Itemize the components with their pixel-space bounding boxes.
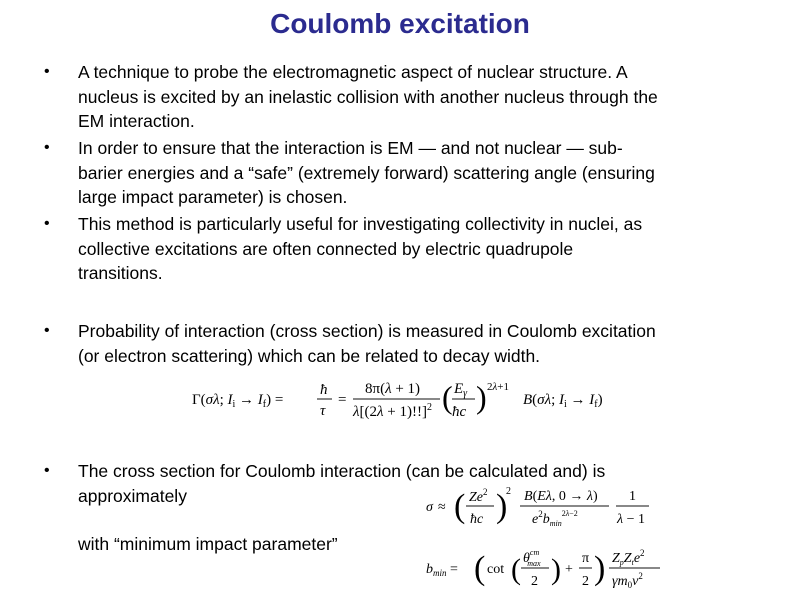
svg-text:ħc: ħc <box>452 404 467 420</box>
cross-section-formula <box>424 482 674 532</box>
svg-text:(: ( <box>442 379 453 415</box>
svg-text:B(Eλ, 0 → λ): B(Eλ, 0 → λ) <box>524 489 598 504</box>
svg-text:+: + <box>565 562 573 577</box>
decay-width-formula <box>190 376 640 424</box>
svg-text:σ: σ <box>426 500 433 515</box>
svg-text:1: 1 <box>629 489 636 504</box>
svg-text:τ: τ <box>320 403 326 419</box>
bullet-symbol: • <box>44 215 50 232</box>
bullet-text: In order to ensure that the interaction is EM — and not nuclear — sub- barier energies and a “safe” (extremely forward) scattering angle (ensuring large impact parameter) is chosen. <box>78 138 655 207</box>
svg-text:B(σλ; Ii → If): B(σλ; $I_i \to I_f$) <box>523 392 603 410</box>
svg-text:2: 2 <box>582 574 589 589</box>
svg-text:λ[(2λ + 1)!!]2: $\lambda[(2\lambda + 1)!!]^2$ <box>353 402 432 420</box>
svg-text:θcmmax: $\theta^{cm}$ max <box>523 548 541 568</box>
svg-text:ħc: ħc <box>470 512 484 527</box>
svg-text:bmin =: $b_{min}$ = <box>426 562 458 578</box>
svg-text:e2bmin2λ−2: $e^2b_{min}^{2\lambda-2}$ <box>532 509 578 528</box>
svg-text:2: 2 <box>506 486 511 497</box>
svg-text:): ) <box>496 488 508 525</box>
svg-text:(: ( <box>511 553 521 586</box>
svg-text:(: ( <box>454 488 466 525</box>
svg-text:ZpZte2: $Z_pZ_te^2$ <box>612 548 645 567</box>
svg-text:): ) <box>551 553 561 586</box>
slide-title: Coulomb excitation <box>270 8 530 39</box>
svg-text:γm0v2: $\gamma m_0v^2$ <box>612 571 643 590</box>
svg-text:): ) <box>594 550 606 587</box>
svg-text:(: ( <box>474 550 486 587</box>
bullet-symbol: • <box>44 139 50 156</box>
b-min-formula <box>424 544 694 594</box>
bullet-symbol: • <box>44 322 50 339</box>
with-min-impact-text: with “minimum impact parameter” <box>78 534 338 554</box>
svg-text:π: π <box>582 551 590 566</box>
bullet-symbol: • <box>44 462 50 479</box>
svg-text:ħ: ħ <box>320 382 328 398</box>
bullet-symbol: • <box>44 63 50 80</box>
svg-text:Γ(σλ; Ii → If) =: Γ(σλ; $I_i \to I_f$) = <box>192 392 284 410</box>
svg-text:8π(λ + 1): 8π(λ + 1) <box>365 381 421 397</box>
bullet-text: A technique to probe the electromagnetic aspect of nuclear structure. A nucleus is excited by an inelastic collision with another nucleus through the EM interaction. <box>78 62 658 131</box>
svg-text:=: = <box>338 392 347 408</box>
svg-text:2λ+1: 2λ+1 <box>487 381 509 393</box>
svg-text:): ) <box>476 379 487 415</box>
svg-text:λ − 1: λ − 1 <box>617 512 645 527</box>
svg-text:Eγ: $E_\gamma$ <box>454 381 468 399</box>
bullet-text: Probability of interaction (cross section) is measured in Coulomb excitation (or electron scattering) which can be related to decay width. <box>78 321 656 366</box>
svg-text:cot: cot <box>487 562 505 577</box>
svg-text:Ze2: Ze$^2$ <box>469 487 488 505</box>
bullet-text: The cross section for Coulomb interaction (can be calculated and) is approximately <box>78 461 606 506</box>
svg-text:≈: ≈ <box>438 500 446 515</box>
bullet-text: This method is particularly useful for investigating collectivity in nuclei, as collective excitations are often connected by electric quadrupole transitions. <box>78 214 643 283</box>
svg-text:2: 2 <box>531 574 538 589</box>
